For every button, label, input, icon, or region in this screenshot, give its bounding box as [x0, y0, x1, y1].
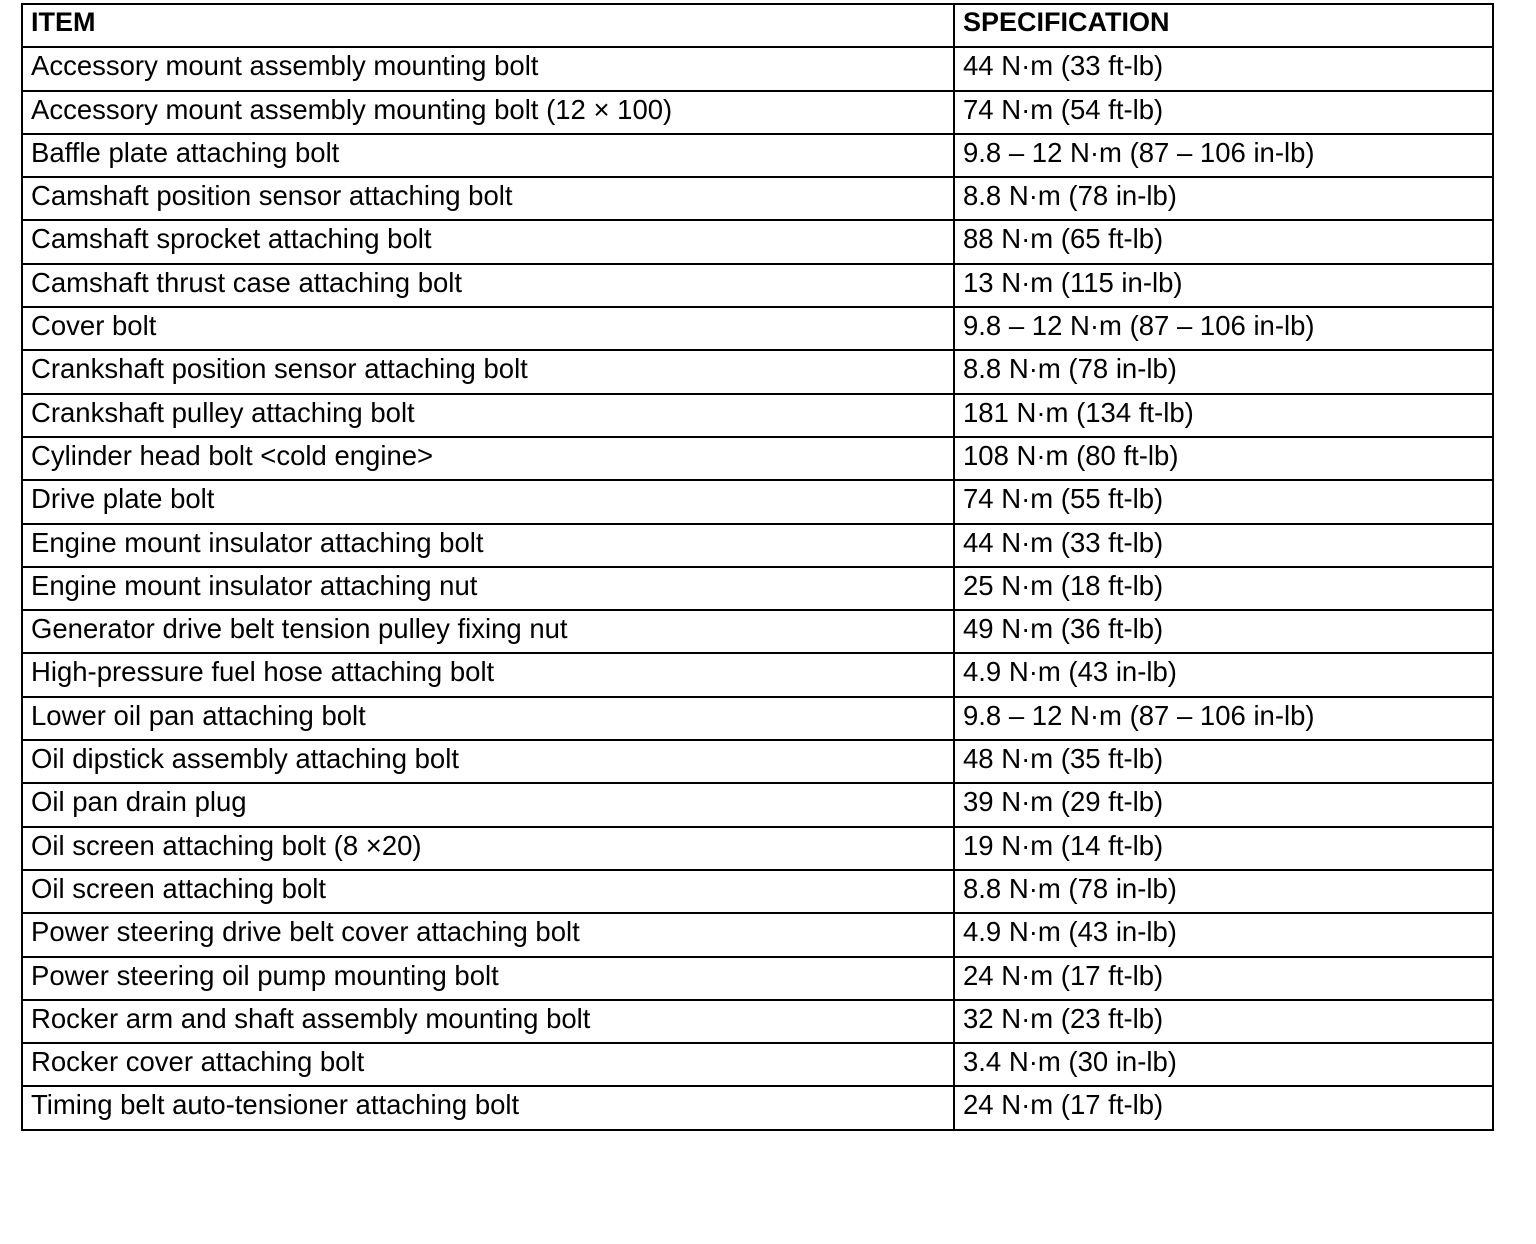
specification-cell: 49 N·m (36 ft-lb) — [954, 610, 1493, 653]
table-row — [22, 91, 1493, 134]
item-cell: High-pressure fuel hose attaching bolt — [22, 653, 954, 696]
item-cell: Crankshaft pulley attaching bolt — [22, 394, 954, 437]
item-cell: Camshaft thrust case attaching bolt — [22, 264, 954, 307]
torque-spec-table — [21, 3, 1494, 1131]
specification-cell: 32 N·m (23 ft-lb) — [954, 1000, 1493, 1043]
table-body — [22, 47, 1493, 1129]
item-cell: Camshaft position sensor attaching bolt — [22, 177, 954, 220]
specification-cell: 9.8 – 12 N·m (87 – 106 in-lb) — [954, 307, 1493, 350]
specification-cell: 88 N·m (65 ft-lb) — [954, 220, 1493, 263]
item-cell: Rocker cover attaching bolt — [22, 1043, 954, 1086]
item-cell: Timing belt auto-tensioner attaching bolt — [22, 1086, 954, 1129]
table-row — [22, 480, 1493, 523]
specification-cell: 13 N·m (115 in-lb) — [954, 264, 1493, 307]
table-row — [22, 567, 1493, 610]
specification-cell: 9.8 – 12 N·m (87 – 106 in-lb) — [954, 697, 1493, 740]
specification-cell: 4.9 N·m (43 in-lb) — [954, 913, 1493, 956]
item-cell: Oil screen attaching bolt (8 ×20) — [22, 827, 954, 870]
specification-cell: 8.8 N·m (78 in-lb) — [954, 177, 1493, 220]
table-row — [22, 1043, 1493, 1086]
specification-cell: 44 N·m (33 ft-lb) — [954, 47, 1493, 90]
table-row — [22, 913, 1493, 956]
table-row — [22, 220, 1493, 263]
item-cell: Oil pan drain plug — [22, 783, 954, 826]
table-row — [22, 870, 1493, 913]
specification-cell: 181 N·m (134 ft-lb) — [954, 394, 1493, 437]
item-cell: Power steering oil pump mounting bolt — [22, 957, 954, 1000]
item-cell: Camshaft sprocket attaching bolt — [22, 220, 954, 263]
item-cell: Oil dipstick assembly attaching bolt — [22, 740, 954, 783]
table-row — [22, 437, 1493, 480]
table-row — [22, 134, 1493, 177]
table-row — [22, 610, 1493, 653]
specification-cell: 74 N·m (55 ft-lb) — [954, 480, 1493, 523]
specification-cell: 44 N·m (33 ft-lb) — [954, 524, 1493, 567]
specification-cell: 8.8 N·m (78 in-lb) — [954, 350, 1493, 393]
table-row — [22, 827, 1493, 870]
item-cell: Accessory mount assembly mounting bolt — [22, 47, 954, 90]
table-header-row — [22, 4, 1493, 47]
table-row — [22, 307, 1493, 350]
item-cell: Accessory mount assembly mounting bolt (12 × 100) — [22, 91, 954, 134]
specification-cell: 3.4 N·m (30 in-lb) — [954, 1043, 1493, 1086]
item-cell: Lower oil pan attaching bolt — [22, 697, 954, 740]
table-row — [22, 47, 1493, 90]
column-header-item: ITEM — [22, 4, 954, 47]
table-row — [22, 394, 1493, 437]
specification-cell: 25 N·m (18 ft-lb) — [954, 567, 1493, 610]
item-cell: Cylinder head bolt <cold engine> — [22, 437, 954, 480]
specification-cell: 4.9 N·m (43 in-lb) — [954, 653, 1493, 696]
item-cell: Crankshaft position sensor attaching bolt — [22, 350, 954, 393]
table-row — [22, 177, 1493, 220]
table-row — [22, 264, 1493, 307]
item-cell: Cover bolt — [22, 307, 954, 350]
table-row — [22, 740, 1493, 783]
specification-cell: 39 N·m (29 ft-lb) — [954, 783, 1493, 826]
table-row — [22, 783, 1493, 826]
specification-cell: 108 N·m (80 ft-lb) — [954, 437, 1493, 480]
table-row — [22, 1000, 1493, 1043]
specification-cell: 48 N·m (35 ft-lb) — [954, 740, 1493, 783]
item-cell: Engine mount insulator attaching bolt — [22, 524, 954, 567]
specification-cell: 24 N·m (17 ft-lb) — [954, 1086, 1493, 1129]
specification-cell: 9.8 – 12 N·m (87 – 106 in-lb) — [954, 134, 1493, 177]
table-row — [22, 697, 1493, 740]
table-row — [22, 350, 1493, 393]
item-cell: Engine mount insulator attaching nut — [22, 567, 954, 610]
item-cell: Rocker arm and shaft assembly mounting bolt — [22, 1000, 954, 1043]
specification-cell: 24 N·m (17 ft-lb) — [954, 957, 1493, 1000]
table-row — [22, 957, 1493, 1000]
table-row — [22, 1086, 1493, 1129]
item-cell: Baffle plate attaching bolt — [22, 134, 954, 177]
specification-cell: 74 N·m (54 ft-lb) — [954, 91, 1493, 134]
specification-cell: 8.8 N·m (78 in-lb) — [954, 870, 1493, 913]
table-row — [22, 653, 1493, 696]
item-cell: Oil screen attaching bolt — [22, 870, 954, 913]
item-cell: Generator drive belt tension pulley fixing nut — [22, 610, 954, 653]
table-row — [22, 524, 1493, 567]
specification-cell: 19 N·m (14 ft-lb) — [954, 827, 1493, 870]
column-header-specification: SPECIFICATION — [954, 4, 1493, 47]
item-cell: Drive plate bolt — [22, 480, 954, 523]
item-cell: Power steering drive belt cover attaching bolt — [22, 913, 954, 956]
